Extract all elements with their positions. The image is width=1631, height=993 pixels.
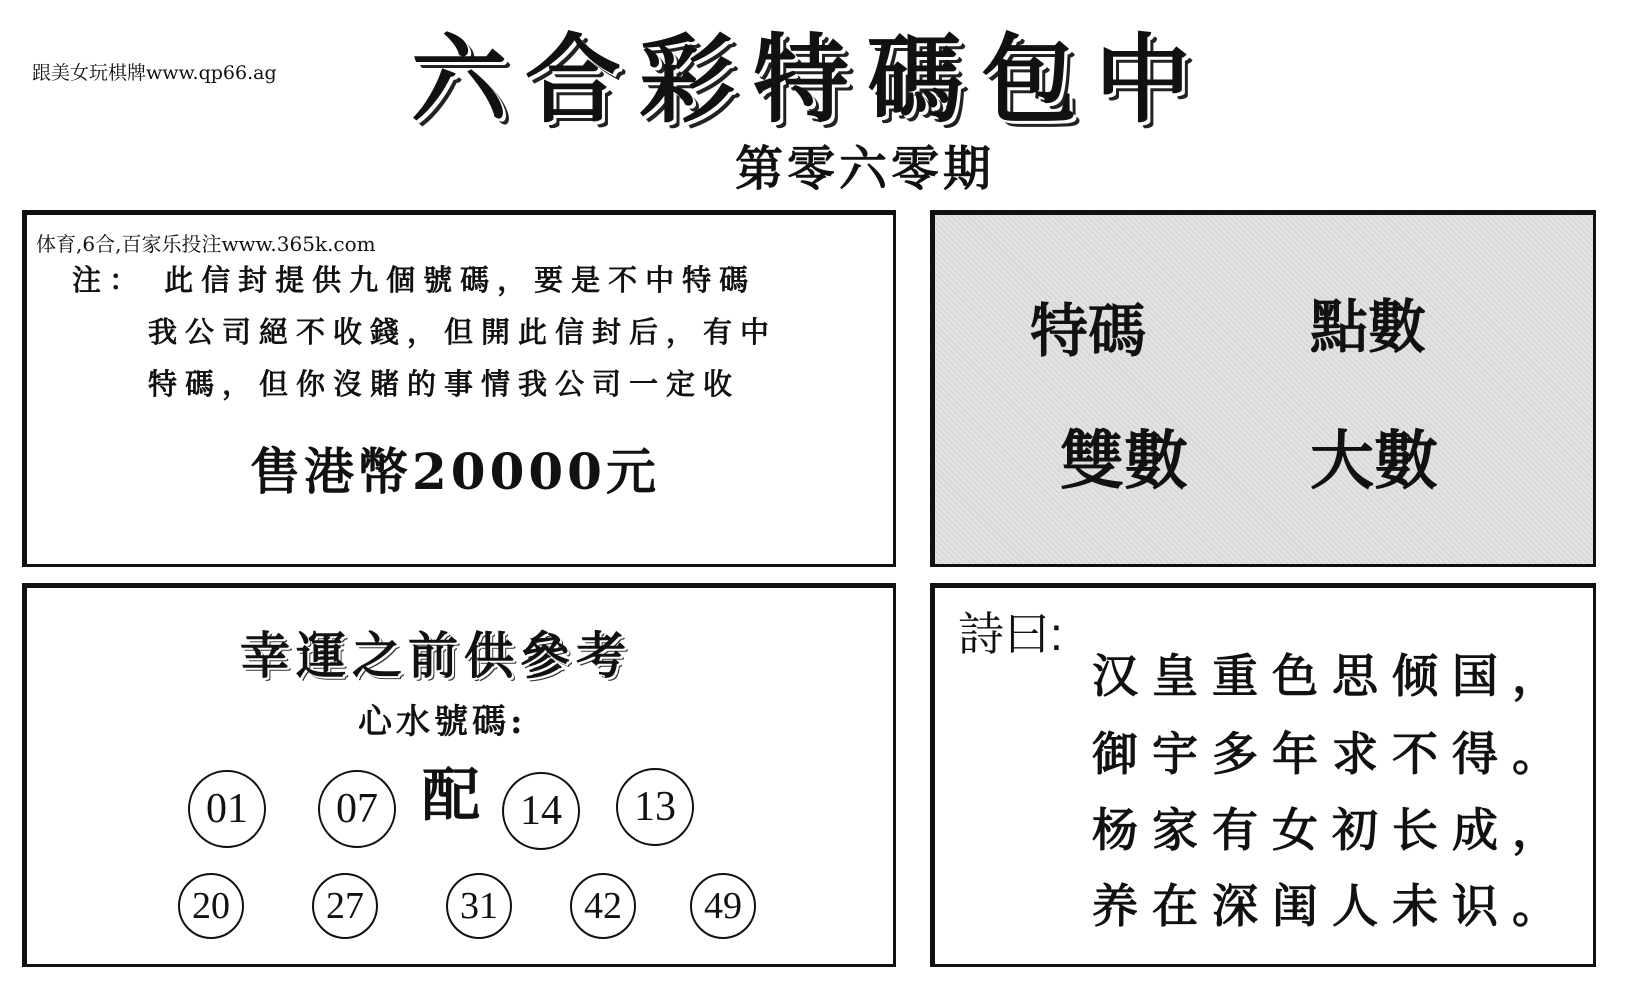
poem-label: 詩曰: (958, 608, 1063, 660)
number-ball: 07 (318, 770, 396, 848)
hints-panel (930, 210, 1596, 567)
lucky-title: 幸運之前供參考 (240, 626, 632, 685)
poem-line: 养在深闺人未识。 (1092, 879, 1572, 933)
notice-line: 我公司絕不收錢，但開此信封后，有中 (148, 315, 778, 349)
poem-line: 杨家有女初长成， (1092, 803, 1572, 857)
number-ball: 14 (502, 772, 580, 850)
price-text: 售港幣20000元 (250, 442, 660, 501)
notice-line: 特碼，但你沒賭的事情我公司一定收 (148, 367, 741, 401)
page-title: 六合彩特碼包中 (411, 23, 1209, 136)
poem-line: 御宇多年求不得。 (1092, 727, 1572, 781)
hint-label: 點數 (1310, 293, 1427, 361)
number-ball: 42 (570, 873, 636, 939)
lucky-subtitle: 心水號碼: (358, 702, 527, 742)
number-ball: 20 (178, 873, 244, 939)
top-site-text: 跟美女玩棋牌www.qp66.ag (32, 62, 277, 84)
number-ball: 01 (188, 770, 266, 848)
number-ball: 31 (446, 873, 512, 939)
issue-number: 第零六零期 (735, 141, 996, 197)
number-ball: 13 (616, 768, 694, 846)
number-ball: 27 (312, 873, 378, 939)
poem-line: 汉皇重色思倾国， (1092, 649, 1572, 703)
notice-site-text: 体育,6合,百家乐投注www.365k.com (36, 232, 376, 256)
hint-label: 雙數 (1060, 424, 1188, 499)
notice-line: 注： 此信封提供九個號碼，要是不中特碼 (72, 263, 757, 297)
number-ball: 49 (690, 873, 756, 939)
pair-label: 配 (422, 761, 481, 829)
hint-label: 特碼 (1030, 297, 1147, 365)
hint-label: 大數 (1310, 424, 1438, 499)
